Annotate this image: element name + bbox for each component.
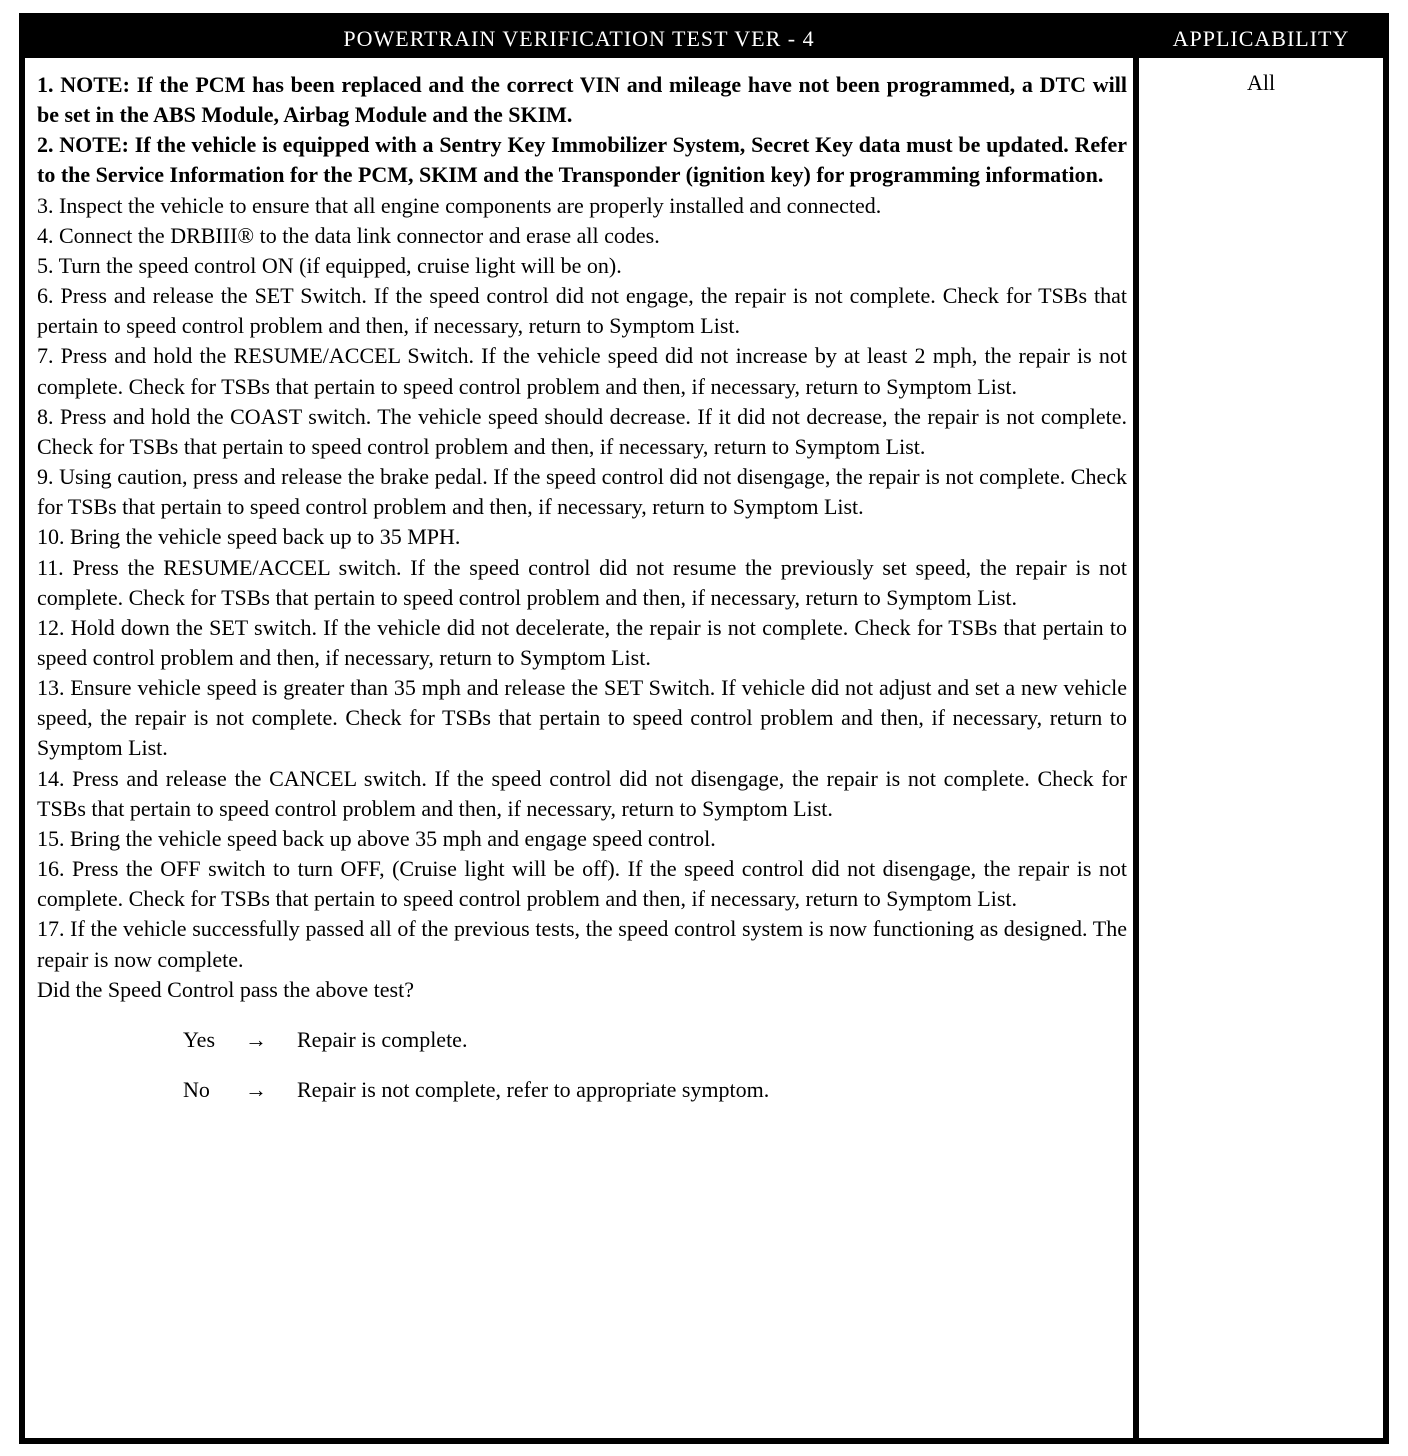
- arrow-right-icon: →: [245, 1026, 267, 1052]
- applicability-value: All: [1246, 70, 1276, 95]
- step-4: 4. Connect the DRBIII® to the data link connector and erase all codes.: [37, 222, 660, 248]
- table-header: [25, 19, 1383, 58]
- applicability-header: APPLICABILITY: [1172, 26, 1350, 51]
- answer-no-label: No: [183, 1076, 210, 1102]
- test-steps: [37, 70, 1127, 1105]
- answer-yes-label: Yes: [183, 1026, 216, 1052]
- test-title: POWERTRAIN VERIFICATION TEST VER - 4: [343, 26, 815, 51]
- answer-no-result: Repair is not complete, refer to appropriate symptom.: [297, 1076, 770, 1102]
- step-17: 17. If the vehicle successfully passed all of the previous tests, the speed control system is now functioning as designed. The repair is now complete.: [37, 916, 1127, 972]
- step-1: 1. NOTE: If the PCM has been replaced and the correct VIN and mileage have not been programmed, a DTC will be set in the ABS Module, Airbag Module and the SKIM.: [37, 72, 1127, 128]
- answer-yes: [37, 1025, 1127, 1055]
- step-12: 12. Hold down the SET switch. If the vehicle did not decelerate, the repair is not complete. Check for TSBs that pertain to speed control problem and then, if necessary, return to Symptom List.: [37, 614, 1127, 670]
- step-10: 10. Bring the vehicle speed back up to 35 MPH.: [37, 524, 461, 550]
- verification-test-table: [19, 13, 1389, 1444]
- answer-yes-result: Repair is complete.: [297, 1026, 468, 1052]
- step-5: 5. Turn the speed control ON (if equipped, cruise light will be on).: [37, 252, 622, 278]
- column-divider: [1133, 58, 1139, 1438]
- step-16: 16. Press the OFF switch to turn OFF, (Cruise light will be off). If the speed control did not disengage, the repair is not complete. Check for TSBs that pertain to speed control problem and then, if necessary, return to Symptom List.: [37, 856, 1127, 912]
- step-11: 11. Press the RESUME/ACCEL switch. If the speed control did not resume the previously set speed, the repair is not complete. Check for TSBs that pertain to speed control problem and then, if necessary, return to Symptom List.: [37, 554, 1127, 610]
- step-2: 2. NOTE: If the vehicle is equipped with a Sentry Key Immobilizer System, Secret Key data must be updated. Refer to the Service Information for the PCM, SKIM and the Transponder (ignition key) for programming information.: [37, 132, 1127, 188]
- step-6: 6. Press and release the SET Switch. If the speed control did not engage, the repair is not complete. Check for TSBs that pertain to speed control problem and then, if necessary, return to Symptom List.: [37, 283, 1127, 339]
- test-question: Did the Speed Control pass the above test?: [37, 976, 414, 1002]
- step-14: 14. Press and release the CANCEL switch. If the speed control did not disengage, the repair is not complete. Check for TSBs that pertain to speed control problem and then, if necessary, return to Symptom List.: [37, 765, 1127, 821]
- answer-no: [37, 1075, 1127, 1105]
- step-15: 15. Bring the vehicle speed back up above 35 mph and engage speed control.: [37, 825, 716, 851]
- step-9: 9. Using caution, press and release the brake pedal. If the speed control did not disengage, the repair is not complete. Check for TSBs that pertain to speed control problem and then, if necessary, return to Symptom List.: [37, 464, 1127, 520]
- step-8: 8. Press and hold the COAST switch. The vehicle speed should decrease. If it did not decrease, the repair is not complete. Check for TSBs that pertain to speed control problem and then, if necessary, return to Symptom List.: [37, 403, 1127, 459]
- step-7: 7. Press and hold the RESUME/ACCEL Switch. If the vehicle speed did not increase by at least 2 mph, the repair is not complete. Check for TSBs that pertain to speed control problem and then, if necessary, return to Symptom List.: [37, 343, 1127, 399]
- step-13: 13. Ensure vehicle speed is greater than 35 mph and release the SET Switch. If vehicle did not adjust and set a new vehicle speed, the repair is not complete. Check for TSBs that pertain to speed control problem and then, if necessary, return to Symptom List.: [37, 675, 1127, 761]
- arrow-right-icon: →: [245, 1076, 267, 1102]
- step-3: 3. Inspect the vehicle to ensure that all engine components are properly installed and connected.: [37, 192, 882, 218]
